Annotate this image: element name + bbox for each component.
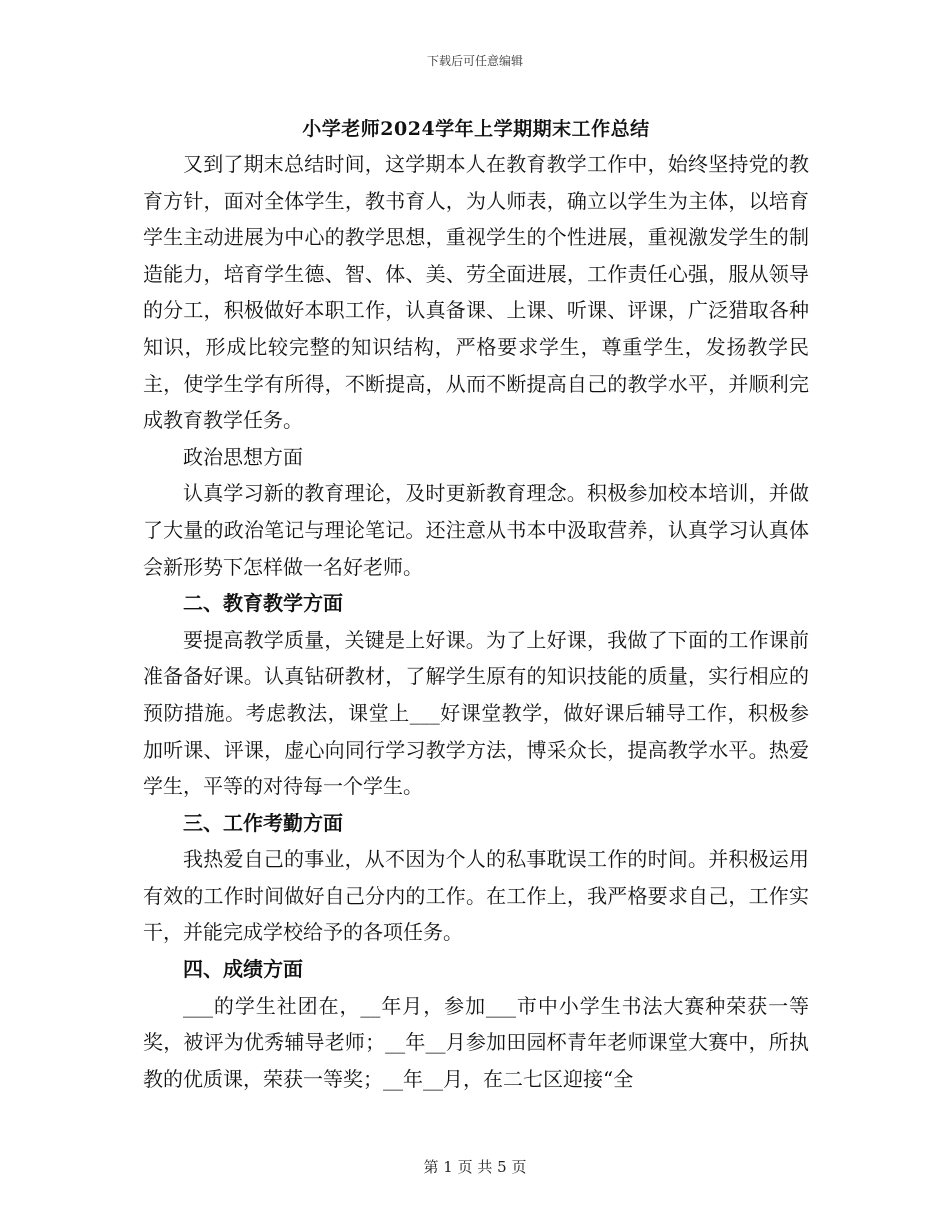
section-heading-attendance: 三、工作考勤方面 (183, 810, 343, 835)
section-paragraph-teaching: 要提高教学质量，关键是上好课。为了上好课，我做了下面的工作课前准备备好课。认真钻研教材，了解学生原有的知识技能的质量，实行相应的预防措施。考虑教法，课堂上___好课堂教学，做好课后辅导工作，积极参加听课、评课，虚心向同行学习教学方法，博采众长，提高教学水平。热爱学生，平等的对待每一个学生。 (143, 627, 809, 799)
section-heading-teaching: 二、教育教学方面 (183, 591, 343, 616)
section-paragraph-politics: 认真学习新的教育理论，及时更新教育理念。积极参加校本培训，并做了大量的政治笔记与理论笔记。还注意从书本中汲取营养，认真学习认真体会新形势下怎样做一名好老师。 (143, 481, 809, 579)
document-body (143, 112, 809, 1097)
section-paragraph-achievements: ___的学生社团在，__年月，参加___市中小学生书法大赛种荣获一等奖，被评为优秀辅导老师；__年__月参加田园杯青年老师课堂大赛中，所执教的优质课，荣获一等奖；__年__月，在二七区迎接“全 (143, 993, 809, 1091)
section-heading-politics: 政治思想方面 (183, 444, 303, 469)
page-header-note: 下载后可任意编辑 (426, 54, 523, 68)
document-title: 小学老师2024学年上学期期末工作总结 (302, 118, 650, 140)
page-number-footer: 第 1 页 共 5 页 (423, 1158, 527, 1176)
section-paragraph-attendance: 我热爱自己的事业，从不因为个人的私事耽误工作的时间。并积极运用有效的工作时间做好自己分内的工作。在工作上，我严格要求自己，工作实干，并能完成学校给予的各项任务。 (143, 847, 809, 945)
section-heading-achievements: 四、成绩方面 (183, 957, 303, 982)
intro-paragraph: 又到了期末总结时间，这学期本人在教育教学工作中，始终坚持党的教育方针，面对全体学生，教书育人，为人师表，确立以学生为主体，以培育学生主动进展为中心的教学思想，重视学生的个性进展，重视激发学生的制造能力，培育学生德、智、体、美、劳全面进展，工作责任心强，服从领导的分工，积极做好本职工作，认真备课、上课、听课、评课，广泛猎取各种知识，形成比较完整的知识结构，严格要求学生，尊重学生，发扬教学民主，使学生学有所得，不断提高，从而不断提高自己的教学水平，并顺利完成教育教学任务。 (143, 152, 809, 433)
